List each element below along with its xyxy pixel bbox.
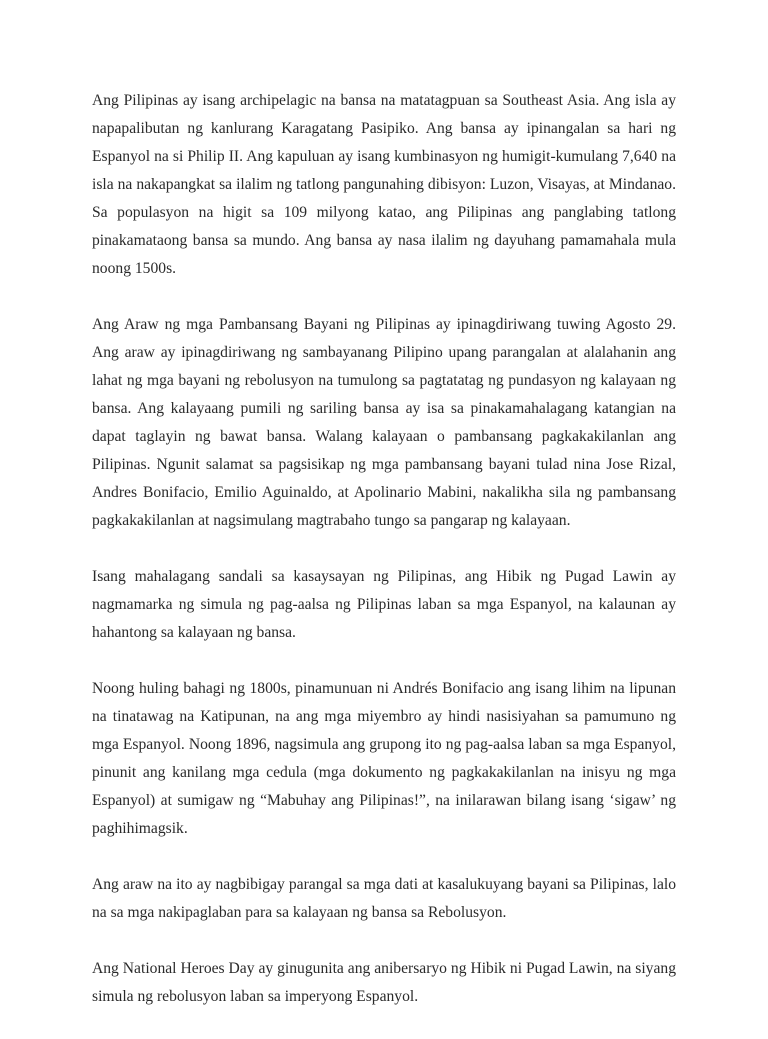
paragraph-1: Ang Pilipinas ay isang archipelagic na bansa na matatagpuan sa Southeast Asia. Ang isla ay napapalibutan ng kanlurang Karagatang Pasipiko. Ang bansa ay ipinangalan sa hari ng Espanyol na si Philip II. Ang kapuluan ay isang kumbinasyon ng humigit-kumulang 7,640 na isla na nakapangkat sa ilalim ng tatlong pangunahing dibisyon: Luzon, Visayas, at Mindanao. Sa populasyon na higit sa 109 milyong katao, ang Pilipinas ang panglabing tatlong pinakamataong bansa sa mundo. Ang bansa ay nasa ilalim ng dayuhang pamamahala mula noong 1500s. (92, 92, 676, 277)
paragraph-3: Isang mahalagang sandali sa kasaysayan ng Pilipinas, ang Hibik ng Pugad Lawin ay nagmamarka ng simula ng pag-aalsa ng Pilipinas laban sa mga Espanyol, na kalaunan ay hahantong sa kalayaan ng bansa. (92, 568, 676, 641)
paragraph-6: Ang National Heroes Day ay ginugunita ang anibersaryo ng Hibik ni Pugad Lawin, na siyang simula ng rebolusyon laban sa imperyong Espanyol. (92, 960, 676, 1005)
document-body (92, 87, 676, 1039)
paragraph-4: Noong huling bahagi ng 1800s, pinamunuan ni Andrés Bonifacio ang isang lihim na lipunan na tinatawag na Katipunan, na ang mga miyembro ay hindi nasisiyahan sa pamumuno ng mga Espanyol. Noong 1896, nagsimula ang grupong ito ng pag-aalsa laban sa mga Espanyol, pinunit ang kanilang mga cedula (mga dokumento ng pagkakakilanlan na inisyu ng mga Espanyol) at sumigaw ng “Mabuhay ang Pilipinas!”, na inilarawan bilang isang ‘sigaw’ ng paghihimagsik. (92, 680, 676, 837)
paragraph-5: Ang araw na ito ay nagbibigay parangal sa mga dati at kasalukuyang bayani sa Pilipinas, lalo na sa mga nakipaglaban para sa kalayaan ng bansa sa Rebolusyon. (92, 876, 676, 921)
paragraph-2: Ang Araw ng mga Pambansang Bayani ng Pilipinas ay ipinagdiriwang tuwing Agosto 29. Ang araw ay ipinagdiriwang ng sambayanang Pilipino upang parangalan at alalahanin ang lahat ng mga bayani ng rebolusyon na tumulong sa pagtatatag ng pundasyon ng kalayaan ng bansa. Ang kalayaang pumili ng sariling bansa ay isa sa pinakamahalagang katangian na dapat taglayin ng bawat bansa. Walang kalayaan o pambansang pagkakakilanlan ang Pilipinas. Ngunit salamat sa pagsisikap ng mga pambansang bayani tulad nina Jose Rizal, Andres Bonifacio, Emilio Aguinaldo, at Apolinario Mabini, nakalikha sila ng pambansang pagkakakilanlan at nagsimulang magtrabaho tungo sa pangarap ng kalayaan. (92, 316, 676, 529)
